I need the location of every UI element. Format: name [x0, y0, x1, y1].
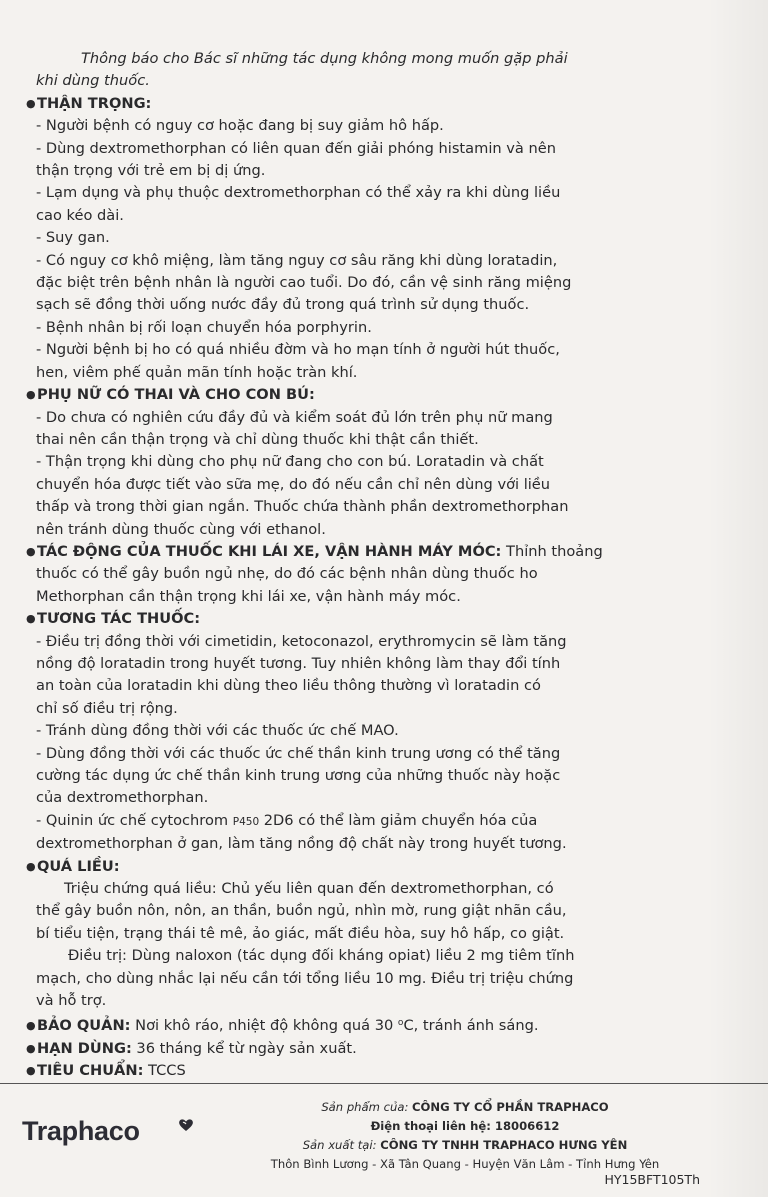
text-line: thuốc có thể gây buồn ngủ nhẹ, do đó các bệnh nhân dùng thuốc ho — [36, 565, 538, 583]
bullet-icon: ● — [26, 612, 36, 626]
text-inline: P450 — [232, 815, 260, 828]
intro-line: Thông báo cho Bác sĩ những tác dụng không mong muốn gặp phải — [81, 50, 568, 67]
section-bao-quan — [26, 1012, 686, 1037]
leaflet-content — [26, 48, 686, 1083]
heading-text: HẠN DÙNG: — [37, 1039, 132, 1057]
section-tuong-tac — [26, 631, 686, 856]
heading-text: TƯƠNG TÁC THUỐC: — [37, 610, 201, 628]
text-inline: - Quinin ức chế cytochrom — [36, 811, 233, 829]
text-line: đặc biệt trên bệnh nhân là người cao tuổi. Do đó, cần vệ sinh răng miệng — [36, 274, 572, 292]
text-line: và hỗ trợ. — [36, 992, 107, 1010]
text-line: nồng độ loratadin trong huyết tương. Tuy nhiên không làm thay đổi tính — [36, 654, 561, 672]
text-line: - Có nguy cơ khô miệng, làm tăng nguy cơ sâu răng khi dùng loratadin, — [36, 251, 558, 269]
section-heading-tac-dong — [26, 541, 686, 563]
text-inline: 2D6 có thể làm giảm chuyển hóa của — [259, 811, 538, 829]
heading-text: QUÁ LIỀU: — [37, 857, 120, 875]
section-heading-qua-lieu — [26, 856, 686, 878]
section-than-trong — [26, 115, 686, 384]
text-line: cao kéo dài. — [36, 206, 124, 224]
text-inline: Nơi khô ráo, nhiệt độ không quá 30 — [130, 1017, 398, 1035]
text-inline: 36 tháng kể từ ngày sản xuất. — [131, 1039, 357, 1057]
text-line: thấp và trong thời gian ngắn. Thuốc chứa thành phần dextromethorphan — [36, 498, 569, 516]
text-line: - Điều trị đồng thời với cimetidin, ketoconazol, erythromycin sẽ làm tăng — [36, 632, 567, 650]
text-line: - Dùng đồng thời với các thuốc ức chế thần kinh trung ương có thể tăng — [36, 744, 561, 762]
manufacturer-line — [240, 1136, 690, 1155]
brand-heart-icon — [178, 1118, 194, 1132]
text-line: chỉ số điều trị rộng. — [36, 699, 178, 717]
product-of-company: CÔNG TY CỔ PHẦN TRAPHACO — [412, 1100, 609, 1114]
heading-text: PHỤ NỮ CÓ THAI VÀ CHO CON BÚ: — [37, 386, 315, 404]
text-inline: Thỉnh thoảng — [501, 542, 603, 560]
text-line — [26, 810, 686, 833]
text-line: - Suy gan. — [36, 229, 110, 247]
heading-text: THẬN TRỌNG: — [37, 94, 152, 112]
text-line: - Thận trọng khi dùng cho phụ nữ đang cho con bú. Loratadin và chất — [36, 453, 544, 471]
heading-text: TIÊU CHUẨN: — [37, 1062, 144, 1080]
section-heading-phu-nu — [26, 384, 686, 406]
text-line: - Tránh dùng đồng thời với các thuốc ức chế MAO. — [36, 722, 399, 740]
bullet-icon: ● — [26, 1064, 36, 1078]
degree-sign: o — [397, 1018, 404, 1029]
bullet-icon: ● — [26, 544, 36, 558]
text-line: của dextromethorphan. — [36, 789, 209, 807]
section-tieu-chuan — [26, 1060, 686, 1082]
address-line: Thôn Bình Lương - Xã Tân Quang - Huyện Văn Lâm - Tỉnh Hưng Yên — [270, 1157, 660, 1171]
text-line: thận trọng với trẻ em bị dị ứng. — [36, 162, 266, 180]
section-heading-tuong-tac — [26, 608, 686, 630]
text-line: nên tránh dùng thuốc cùng với ethanol. — [36, 520, 326, 538]
text-line: Triệu chứng quá liều: Chủ yếu liên quan đến dextromethorphan, có — [64, 880, 554, 898]
heading-text: TÁC ĐỘNG CỦA THUỐC KHI LÁI XE, VẬN HÀNH MÁY MÓC: — [37, 542, 502, 560]
heading-text: BẢO QUẢN: — [37, 1017, 131, 1035]
product-code: HY15BFT105Th — [604, 1172, 700, 1187]
text-line: - Do chưa có nghiên cứu đầy đủ và kiểm soát đủ lớn trên phụ nữ mang — [36, 408, 553, 426]
text-inline: C, tránh ánh sáng. — [403, 1017, 539, 1035]
text-line: - Dùng dextromethorphan có liên quan đến giải phóng histamin và nên — [36, 139, 556, 157]
intro-line: khi dùng thuốc. — [36, 72, 150, 90]
text-line: Điều trị: Dùng naloxon (tác dụng đối kháng opiat) liều 2 mg tiêm tĩnh — [68, 947, 575, 965]
text-line: - Bệnh nhân bị rối loạn chuyển hóa porphyrin. — [36, 318, 372, 336]
text-line: Methorphan cần thận trọng khi lái xe, vận hành máy móc. — [36, 587, 461, 605]
text-line: - Người bệnh có nguy cơ hoặc đang bị suy giảm hô hấp. — [36, 117, 444, 135]
text-line: mạch, cho dùng nhắc lại nếu cần tới tổng liều 10 mg. Điều trị triệu chứng — [36, 969, 574, 987]
text-line: - Người bệnh bị ho có quá nhiều đờm và ho mạn tính ở người hút thuốc, — [36, 341, 560, 359]
section-tac-dong — [26, 563, 686, 608]
manufacturer-label: Sản xuất tại: — [302, 1138, 377, 1152]
section-heading-than-trong — [26, 93, 686, 115]
bullet-icon: ● — [26, 859, 36, 873]
text-line: chuyển hóa được tiết vào sữa mẹ, do đó nếu cần chỉ nên dùng với liều — [36, 475, 551, 493]
product-of-line — [240, 1098, 690, 1117]
brand-logo: Traphaco — [22, 1116, 140, 1146]
text-line: - Lạm dụng và phụ thuộc dextromethorphan có thể xảy ra khi dùng liều — [36, 184, 561, 202]
text-line: dextromethorphan ở gan, làm tăng nồng độ chất này trong huyết tương. — [36, 835, 567, 853]
section-han-dung — [26, 1038, 686, 1060]
text-line: an toàn của loratadin khi dùng theo liều thông thường vì loratadin có — [36, 677, 541, 695]
bullet-icon: ● — [26, 1019, 36, 1033]
footer-divider — [0, 1083, 768, 1084]
text-line: hen, viêm phế quản mãn tính hoặc tràn khí. — [36, 363, 358, 381]
text-line: bí tiểu tiện, trạng thái tê mê, ảo giác, mất điều hòa, suy hô hấp, co giật. — [36, 924, 565, 942]
text-line: thể gây buồn nôn, nôn, an thần, buồn ngủ, nhìn mờ, rung giật nhãn cầu, — [36, 902, 567, 920]
footer-info — [240, 1098, 690, 1174]
text-inline: TCCS — [143, 1062, 186, 1080]
phone-line: Điện thoại liên hệ: 18006612 — [370, 1119, 560, 1133]
text-line: sạch sẽ đồng thời uống nước đầy đủ trong quá trình sử dụng thuốc. — [36, 296, 530, 314]
text-line: thai nên cần thận trọng và chỉ dùng thuốc khi thật cần thiết. — [36, 430, 479, 448]
section-phu-nu — [26, 407, 686, 541]
bullet-icon: ● — [26, 96, 36, 110]
manufacturer-company: CÔNG TY TNHH TRAPHACO HƯNG YÊN — [380, 1138, 628, 1152]
section-qua-lieu — [26, 878, 686, 1012]
bullet-icon: ● — [26, 388, 36, 402]
product-of-label: Sản phẩm của: — [321, 1100, 409, 1114]
text-line: cường tác dụng ức chế thần kinh trung ương của những thuốc này hoặc — [36, 767, 561, 784]
bullet-icon: ● — [26, 1041, 36, 1055]
